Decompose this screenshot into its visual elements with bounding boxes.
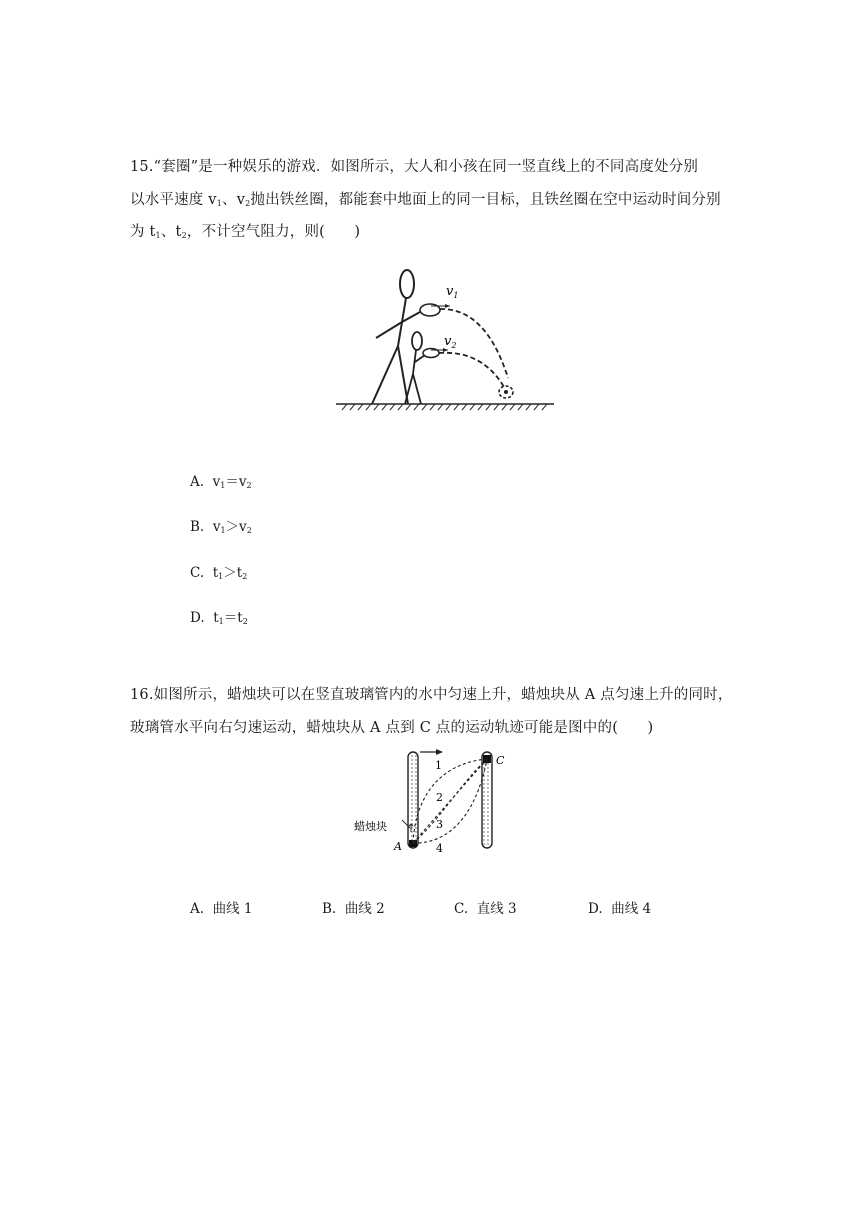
q16-option-c[interactable]: C. 直线 3 <box>454 901 517 917</box>
q16-option-a[interactable]: A. 曲线 1 <box>190 901 253 917</box>
q16-option-b[interactable]: B. 曲线 2 <box>322 901 385 917</box>
q15-option-c[interactable]: C. $t_1>t_2$ <box>190 565 248 581</box>
q15-option-b[interactable]: B. $v_1>v_2$ <box>190 519 252 535</box>
curve-4-label: 4 <box>436 842 443 855</box>
v1-label: $v_1$ <box>446 284 459 300</box>
ring-toss-figure <box>330 262 560 412</box>
q15-stem-line-3: 为 $t_1$、$t_2$，不计空气阻力，则( ) <box>130 224 361 240</box>
candle-label: 蜡烛块 <box>354 820 387 833</box>
curve-2-label: 2 <box>436 791 443 804</box>
q15-option-d[interactable]: D. $t_1=t_2$ <box>190 610 248 626</box>
q15-option-a[interactable]: A. $v_1=v_2$ <box>190 474 252 490</box>
q15-stem-line-2: 以水平速度 $v_1$、$v_2$抛出铁丝圈，都能套中地面上的同一目标，且铁丝圈在空中运动时间分别 <box>130 192 721 208</box>
point-a-label: A <box>394 840 402 853</box>
point-c-label: C <box>496 754 505 767</box>
curve-1-label: 1 <box>435 759 442 772</box>
q16-stem-line-1: 16.如图所示，蜡烛块可以在竖直玻璃管内的水中匀速上升，蜡烛块从 A 点匀速上升的同时， <box>130 687 733 703</box>
q16-option-d[interactable]: D. 曲线 4 <box>588 901 652 917</box>
candle-tube-figure <box>350 746 550 858</box>
v2-label: $v_2$ <box>444 334 457 350</box>
q15-stem-line-1: 15.“套圈”是一种娱乐的游戏．如图所示，大人和小孩在同一竖直线上的不同高度处分别 <box>130 159 699 175</box>
q16-stem-line-2: 玻璃管水平向右匀速运动，蜡烛块从 A 点到 C 点的运动轨迹可能是图中的( ) <box>130 720 654 736</box>
curve-3-label: 3 <box>436 818 443 831</box>
